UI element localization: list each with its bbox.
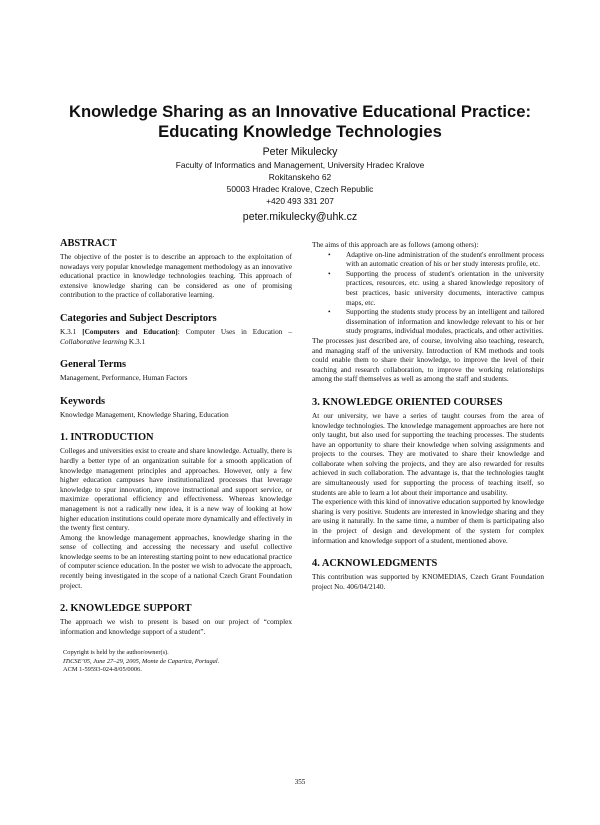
category-tail: K.3.1 bbox=[127, 336, 146, 346]
aims-intro: The aims of this approach are as follows (among others): bbox=[312, 240, 479, 249]
abstract-section bbox=[60, 238, 292, 300]
courses-paragraph-2: The experience with this kind of innovative education supported by knowledge sharing is very positive. Students are interested in knowledge sharing and they are using it naturally. In the same time, a number of them is participating also in the project of design and development of the system for complex information and knowledge support of a student, mentioned above. bbox=[312, 497, 544, 545]
page-number: 355 bbox=[294, 778, 306, 786]
paper-header bbox=[0, 102, 600, 224]
knowledge-support-body: The approach we wish to present is based on our project of “complex information and knowledge support of a student”. bbox=[60, 617, 292, 636]
author-phone: +420 493 331 207 bbox=[266, 196, 334, 206]
author-affiliation: Faculty of Informatics and Management, University Hradec Kralove bbox=[175, 160, 425, 170]
aims-item: • Supporting the students study process by an intelligent and tailored dissemination of information and knowledge relevant to his or her study programs, individual modules, practicals, and other activities. bbox=[346, 307, 544, 336]
abstract-heading: ABSTRACT bbox=[60, 238, 117, 249]
aims-followup: The processes just described are, of course, involving also teaching, research, and managing staff of the university. Introduction of KM methods and tools could enable them to share their knowledge, to improve the level of their teaching and research collaboration, to improve the working relationships among the staff themselves as well as among the staff and students. bbox=[312, 335, 544, 384]
keywords-body: Knowledge Management, Knowledge Sharing, Education bbox=[60, 409, 229, 419]
category-rest: : Computer Uses in Education – bbox=[177, 326, 293, 336]
copyright-line-1: Copyright is held by the author/owner(s). bbox=[63, 649, 169, 657]
aims-item: • Supporting the process of student's orientation in the university practices, resources, etc. using a shared knowledge repository of best practices, basic university documents, interactive campus maps, etc. bbox=[346, 269, 544, 307]
categories-heading: Categories and Subject Descriptors bbox=[60, 312, 217, 324]
title-line-1: Knowledge Sharing as an Innovative Educational Practice: bbox=[69, 102, 531, 121]
knowledge-support-section bbox=[60, 603, 292, 636]
introduction-paragraph-2: Among the knowledge management approaches, knowledge sharing in the sense of collecting and accessing the necessary and useful collective knowledge seems to be an interesting starting point to new educational practice of computer science education. In the poster we wish to advocate the approach, recently being investigated in the scope of a national Czech Grant Foundation project. bbox=[60, 532, 292, 590]
left-column bbox=[60, 238, 292, 675]
keywords-section bbox=[60, 396, 292, 420]
copyright-notice bbox=[60, 649, 292, 674]
general-terms-heading: General Terms bbox=[60, 359, 127, 371]
acknowledgments-section bbox=[312, 558, 544, 591]
author-street: Rokitanskeho 62 bbox=[268, 172, 332, 182]
author-name: Peter Mikulecky bbox=[262, 146, 338, 158]
introduction-paragraph-1: Colleges and universities exist to create and share knowledge. Actually, there is hardly a better type of an organization suitable for a smooth application of knowledge management principles and approaches. However, only a few higher education campuses have institutionalized processes that leverage knowledge to spur innovation, improve instructional and support service, or maximize operational efficiency and effectiveness. Whereas knowledge management is not a radically new idea, it is a new way of looking at how higher education institutions could operate more dynamically and effectively in the twenty first century. bbox=[60, 446, 292, 533]
copyright-line-3: ACM 1-59593-024-8/05/0006. bbox=[63, 666, 142, 674]
abstract-body: The objective of the poster is to describe an approach to the exploitation of nowadays very popular knowledge management methodology as an innovative educational practice in knowledge technologies teaching. This approach of extensive knowledge sharing can be considered as one of promising contribution to the practice of collaborative learning. bbox=[60, 252, 292, 300]
category-bracket: [Computers and Education] bbox=[82, 326, 178, 336]
right-column bbox=[312, 240, 544, 591]
courses-paragraph-1: At our university, we have a series of taught courses from the area of knowledge technologies. The knowledge management approaches are here not only taught, but also used for supporting the teaching processes. The students have an opportunity to share their knowledge when solving assignments and projects to the courses. They are motivated to share their knowledge and collaborate when solving the projects, and they are also rewarded for results achieved in such collaboration. The advantage is, that the technologies taught are simultaneously used for supporting the process of teaching itself, so students are able to learn a lot about their importance and usability. bbox=[312, 410, 544, 497]
introduction-heading: 1. INTRODUCTION bbox=[60, 432, 154, 444]
aims-list bbox=[312, 250, 544, 336]
categories-section bbox=[60, 313, 292, 346]
acknowledgments-heading: 4. ACKNOWLEDGMENTS bbox=[312, 558, 438, 570]
paper-title bbox=[0, 102, 600, 142]
keywords-heading: Keywords bbox=[60, 395, 106, 407]
courses-section bbox=[312, 397, 544, 545]
courses-heading: 3. KNOWLEDGE ORIENTED COURSES bbox=[312, 396, 503, 408]
author-city: 50003 Hradec Kralove, Czech Republic bbox=[226, 184, 374, 194]
author-email: peter.mikulecky@uhk.cz bbox=[242, 211, 358, 223]
copyright-line-2: ITiCSE’05, June 27–29, 2005, Monte de Caparica, Portugal. bbox=[63, 657, 220, 665]
knowledge-support-heading: 2. KNOWLEDGE SUPPORT bbox=[60, 603, 192, 615]
general-terms-body: Management, Performance, Human Factors bbox=[60, 373, 188, 383]
aims-item: • Adaptive on-line administration of the student's enrollment process with an automatic creation of his or her study interests profile, etc. bbox=[346, 250, 544, 269]
acknowledgments-body: This contribution was supported by KNOMEDIAS, Czech Grant Foundation project No. 406/04/2140. bbox=[312, 572, 544, 591]
title-line-2: Educating Knowledge Technologies bbox=[158, 122, 442, 141]
category-italic: Collaborative learning bbox=[60, 336, 128, 346]
category-code: K.3.1 bbox=[60, 326, 77, 336]
categories-body bbox=[60, 327, 292, 346]
general-terms-section bbox=[60, 359, 292, 383]
introduction-section bbox=[60, 432, 292, 590]
